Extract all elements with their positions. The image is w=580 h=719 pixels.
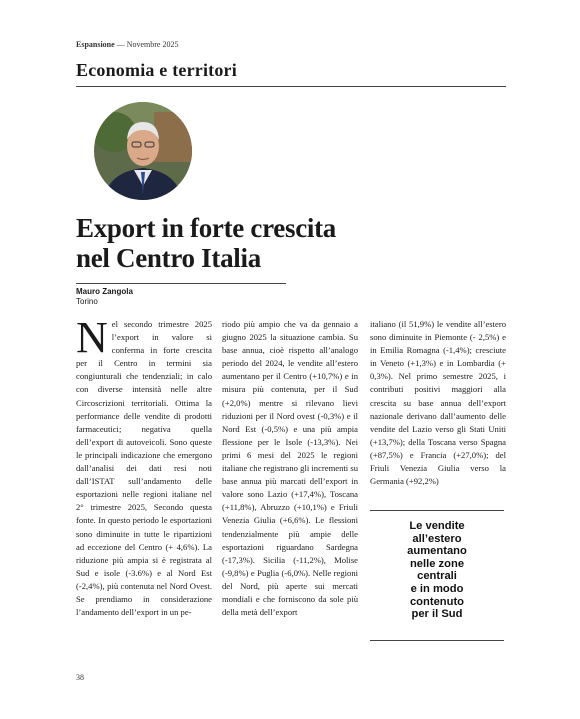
pull-quote — [370, 520, 504, 621]
pullquote-bottom-rule — [370, 640, 504, 641]
pullquote-line: centrali — [417, 570, 457, 583]
dateline-place: Torino — [76, 297, 98, 306]
author-portrait — [94, 102, 192, 200]
magazine-header — [76, 40, 178, 49]
byline-divider — [76, 283, 286, 284]
body-text-3: italiano (il 51,9%) le vendite all’estero sono diminuite in Piemonte (- 2,5%) e in Emilia Romagna (-1,4%); cresciute in Veneto (+1,3%) e in Lombardia (+ 0,3%). Nel primo semestre 2025, i contributi positivi maggiori alla crescita su base annua dell’export nazionale derivano dall’aumento delle vendite del Lazio verso gli Stati Uniti (+13,7%); della Toscana verso Spagna (+87,5%) e Francia (+27,0%); del Friuli Venezia Giulia verso la Germania (+92,2%) — [370, 319, 506, 487]
drop-cap: N — [76, 313, 108, 362]
pullquote-line: Le vendite — [409, 520, 465, 532]
article-headline — [76, 213, 506, 273]
body-column-2 — [222, 318, 358, 619]
headline-line-1: Export in forte crescita — [76, 213, 336, 243]
page-number: 38 — [76, 673, 84, 682]
magazine-name: Espansione — [76, 40, 115, 49]
portrait-image — [94, 102, 192, 200]
pullquote-line: all’estero — [412, 532, 462, 545]
pullquote-line: nelle zone — [409, 557, 465, 570]
body-text-2: riodo più ampio che va da gennaio a giugno 2025 la situazione cambia. Su base annua, cioè rispetto all’analogo periodo del 2024, le vendite all’estero aumentano per il Centro (+10,7%) e in misura più contenuta, per il Sud (+2,0%) mentre si rilevano lievi riduzioni per il Nord ovest (-0,3%) e il Nord Est (-0,5%) e una più ampia flessione per le Isole (-13,3%). Nei primi 6 mesi del 2025 le regioni italiane che registrano gli incrementi su base annua più marcati dell’export in valore sono Lazio (+17,4%), Toscana (+11,8%), Abruzzo (+10,1%) e Friuli Venezia Giulia (+6,6%). Le flessioni tendenzialmente più ampie delle esportazioni riguardano Sardegna (-17,3%). Sicilia (-11,2%), Molise (-9,8%) e Puglia (-6,0%). Nelle regioni del Nord, più aperte sui mercati mondiali e che forniscono da sole più della metà dell’export — [222, 319, 358, 618]
pullquote-line: per il Sud — [411, 608, 463, 621]
pullquote-line: e in modo — [410, 582, 464, 595]
author-name: Mauro Zangola — [76, 287, 133, 296]
pullquote-top-rule — [370, 510, 504, 511]
issue-date: — Novembre 2025 — [116, 40, 179, 49]
pullquote-line: aumentano — [407, 545, 467, 558]
section-title: Economia e territori — [76, 60, 237, 80]
body-column-1 — [76, 313, 212, 619]
section-divider — [76, 86, 506, 87]
pullquote-line: contenuto — [409, 595, 465, 608]
body-column-3 — [370, 318, 506, 488]
body-text-1: el secondo trimestre 2025 l’export in valore si conferma in forte crescita per il Centro in termini sia congiunturali che tendenziali; in calo con diverse intensità nelle altre Circoscrizioni territoriali. Ottima la performance delle vendite di prodotti farmaceutici; negativa quella dell’export di autoveicoli. Sono queste le principali indicazione che emergono dall’analisi dei dati resi noti dall’ISTAT sull’andamento delle esportazioni nelle regioni italiane nel 2° trimestre 2025, Secondo questa fonte. In questo periodo le esportazioni sono diminuite in tutte le ripartizioni ad eccezione del Centro (+ 4,6%). La riduzione più ampia si è registrata al Sud e isole (-3.6%) e al Nord Est (-2,4%), più contenuta nel Nord Ovest. Se prendiamo in considerazione l’andamento dell’export in un pe- — [76, 319, 212, 618]
headline-line-2: nel Centro Italia — [76, 243, 261, 273]
